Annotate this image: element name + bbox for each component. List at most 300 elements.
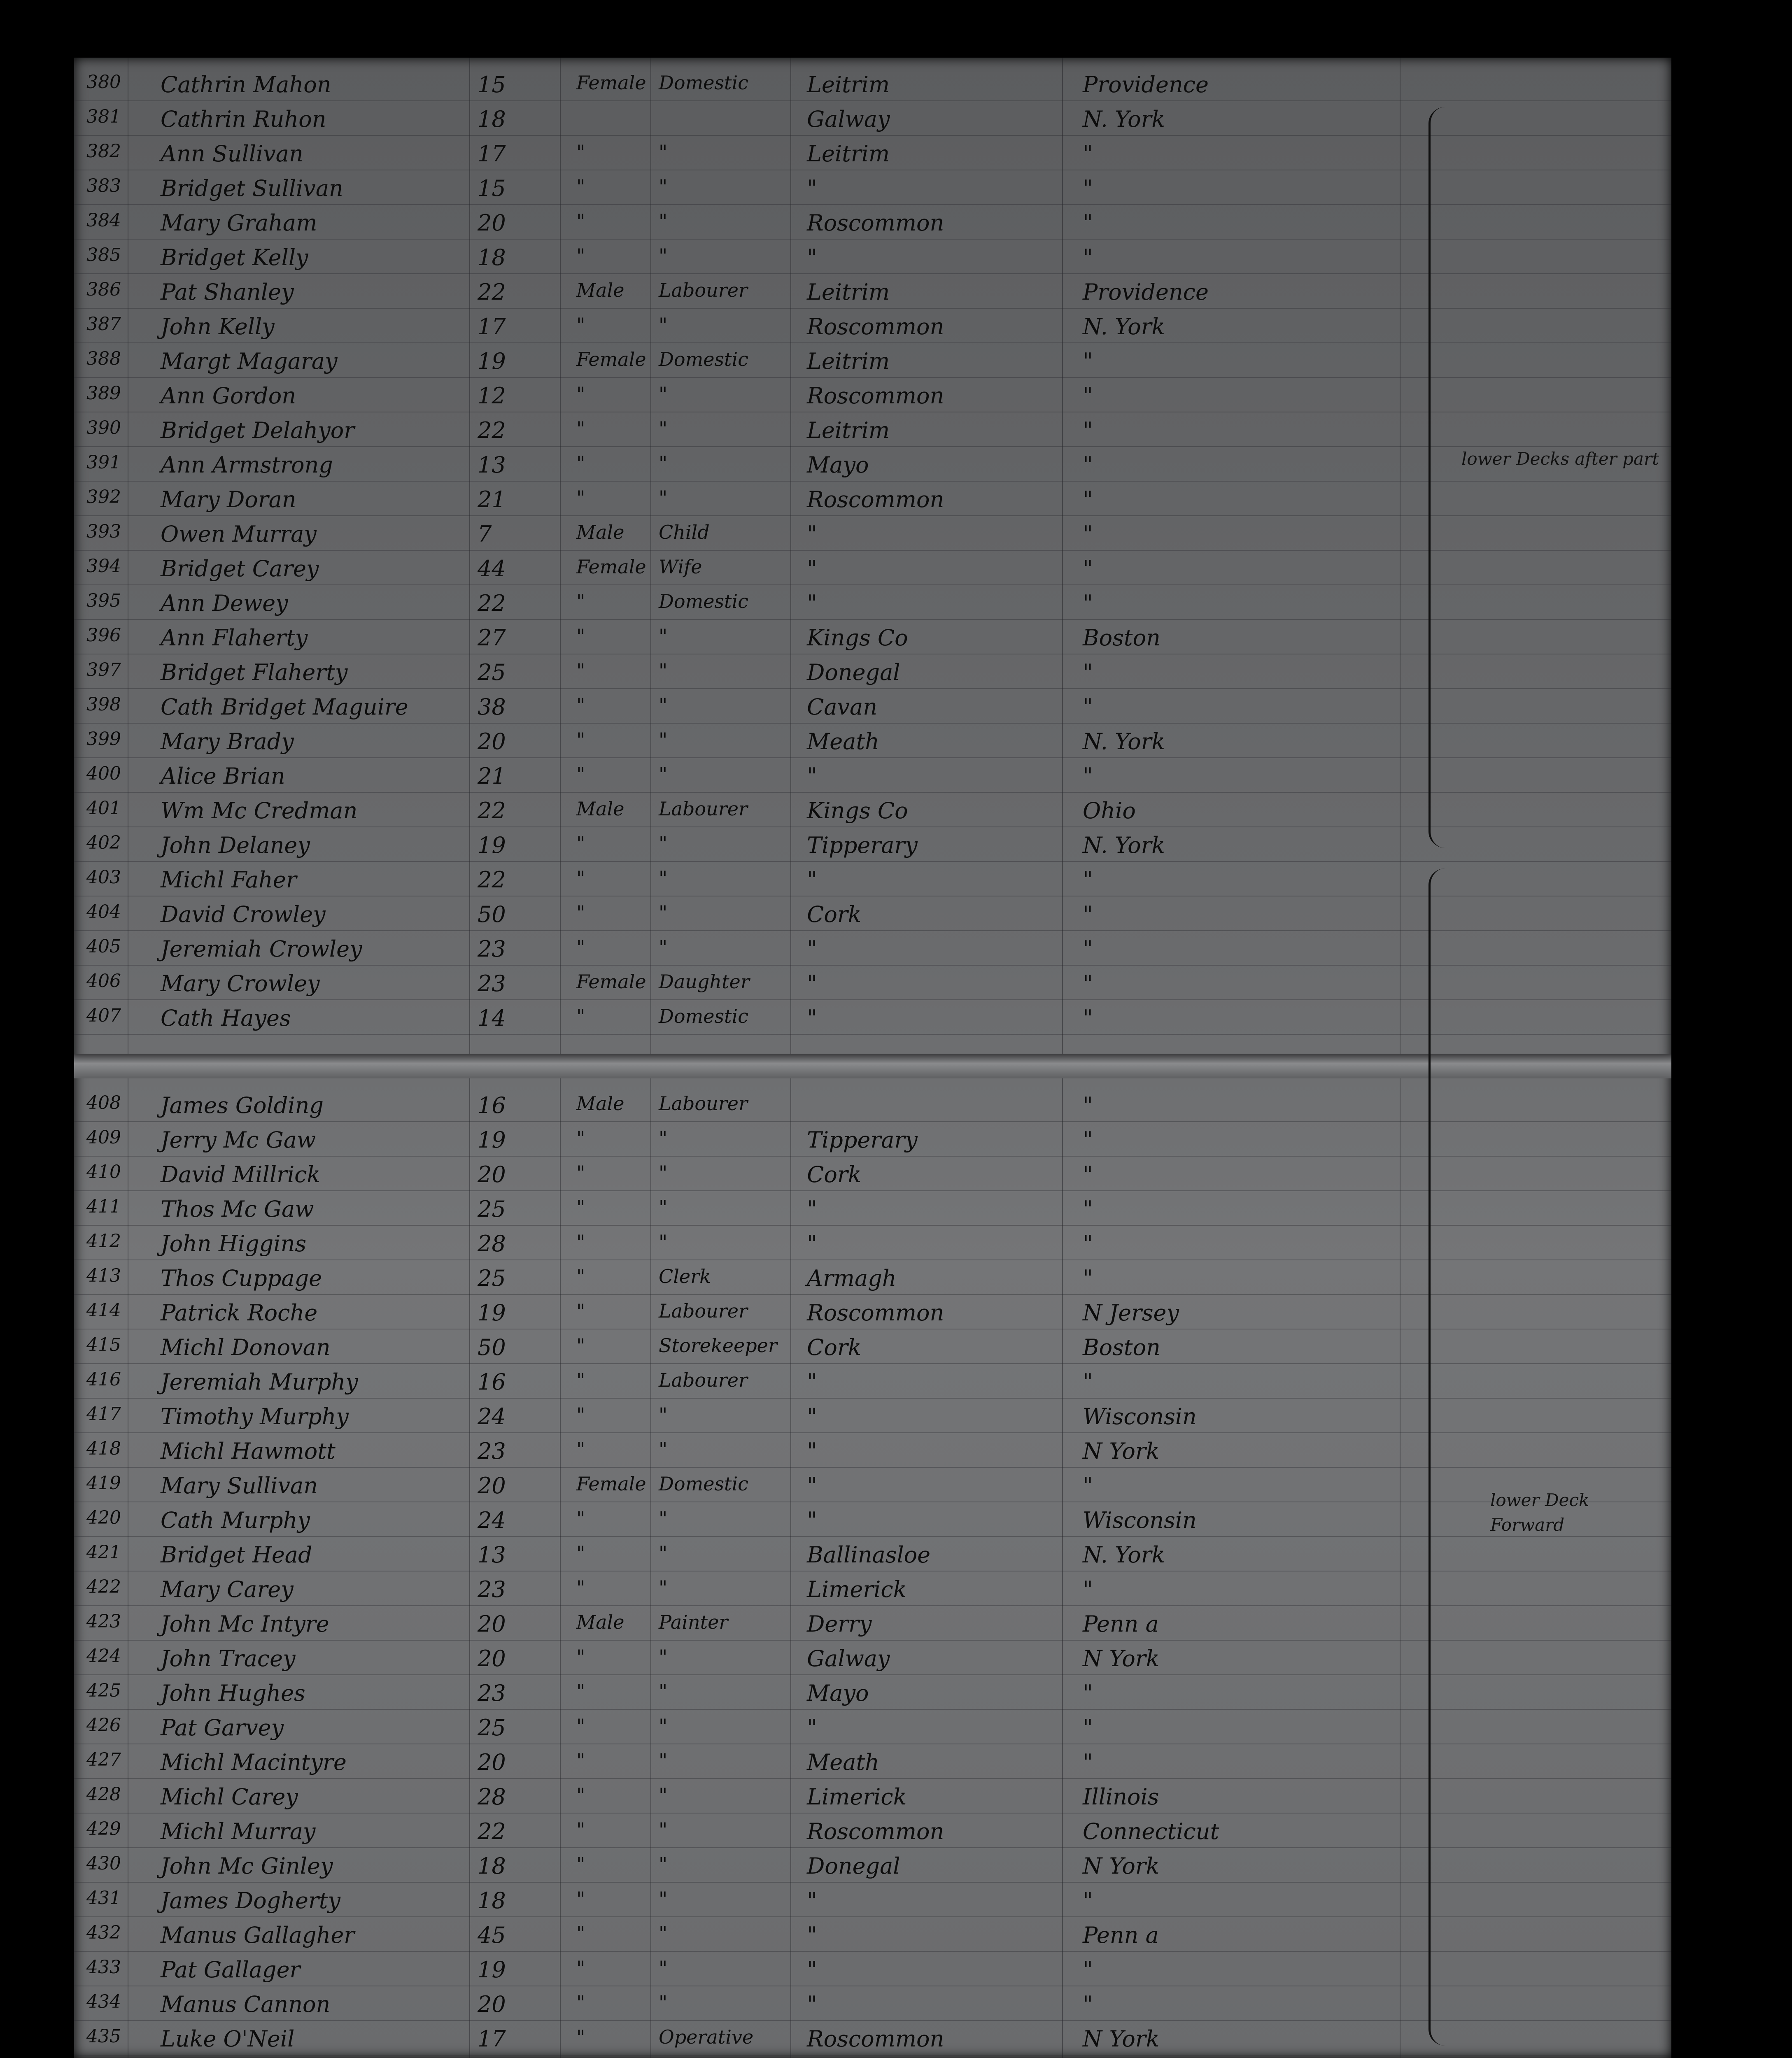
cell-county: Roscommon [807,1818,944,1844]
cell-dest: " [1083,1715,1093,1741]
cell-dest: " [1083,1162,1093,1187]
cell-occ: " [659,383,668,405]
cell-no: 419 [86,1473,121,1494]
cell-name: John Hughes [161,1680,305,1706]
cell-sex: " [576,1818,585,1841]
cell-age: 13 [478,452,506,478]
cell-sex: Female [576,971,646,993]
cell-no: 395 [86,590,121,611]
cell-county: Leitrim [807,141,890,167]
cell-sex: " [576,867,585,889]
cell-dest: " [1083,936,1093,962]
cell-name: Ann Armstrong [161,452,333,478]
cell-age: 28 [478,1784,506,1810]
cell-name: Manus Cannon [161,1991,331,2017]
cell-sex: " [576,936,585,958]
cell-sex: " [576,1922,585,1944]
cell-age: 20 [478,1991,506,2017]
cell-sex: " [576,383,585,405]
cell-occ: Labourer [659,1092,748,1115]
cell-occ: Operative [659,2026,754,2048]
cell-sex: Male [576,279,625,301]
cell-county: Galway [807,1646,890,1672]
cell-name: Michl Hawmott [161,1438,336,1464]
cell-no: 433 [86,1957,121,1978]
cell-age: 19 [478,832,506,858]
cell-no: 415 [86,1334,121,1355]
cell-name: James Golding [161,1092,324,1118]
cell-sex: " [576,694,585,716]
cell-name: Owen Murray [161,521,317,547]
cell-dest: N York [1083,1853,1160,1879]
cell-name: Thos Mc Gaw [161,1196,314,1222]
cell-occ: " [659,210,668,232]
cell-occ: Domestic [659,590,748,612]
cell-name: Mary Sullivan [161,1473,318,1499]
cell-name: Mary Graham [161,210,317,236]
cell-no: 400 [86,763,121,784]
cell-dest: " [1083,556,1093,582]
cell-occ: Labourer [659,279,748,301]
cell-sex: " [576,1507,585,1530]
cell-dest: " [1083,1265,1093,1291]
cell-dest: N. York [1083,832,1165,858]
cell-sex: " [576,1162,585,1184]
cell-age: 50 [478,901,506,927]
cell-age: 19 [478,348,506,374]
cell-age: 22 [478,798,506,824]
cell-occ: " [659,1231,668,1253]
cell-no: 425 [86,1680,121,1701]
cell-no: 407 [86,1005,121,1026]
cell-dest: N. York [1083,106,1165,132]
cell-occ: " [659,417,668,440]
cell-dest: " [1083,210,1093,236]
manifest-row [74,66,1671,101]
cell-dest: " [1083,901,1093,927]
cell-age: 25 [478,1196,506,1222]
cell-occ: Domestic [659,72,748,94]
cell-occ: " [659,1127,668,1149]
cell-dest: N. York [1083,1542,1165,1568]
cell-county: Kings Co [807,798,908,824]
cell-dest: " [1083,1473,1093,1499]
cell-sex: " [576,729,585,751]
cell-name: Manus Gallagher [161,1922,355,1948]
cell-county: " [807,1473,817,1499]
cell-occ: Storekeeper [659,1334,777,1357]
cell-county: Roscommon [807,314,944,340]
cell-age: 13 [478,1542,506,1568]
cell-county: " [807,556,817,582]
cell-age: 23 [478,1576,506,1602]
brace-upper [1428,107,1447,848]
cell-dest: N. York [1083,729,1165,754]
cell-age: 15 [478,175,506,201]
cell-name: Cath Murphy [161,1507,310,1533]
cell-name: Bridget Flaherty [161,659,348,685]
cell-dest: " [1083,694,1093,720]
cell-age: 23 [478,936,506,962]
cell-no: 380 [86,72,121,93]
cell-no: 429 [86,1818,121,1839]
cell-dest: Penn a [1083,1611,1159,1637]
cell-occ: " [659,1162,668,1184]
cell-no: 435 [86,2026,121,2047]
cell-name: James Dogherty [161,1888,341,1914]
cell-age: 20 [478,729,506,754]
cell-sex: " [576,1715,585,1737]
cell-age: 44 [478,556,506,582]
cell-occ: " [659,867,668,889]
cell-age: 20 [478,210,506,236]
cell-county: Mayo [807,1680,869,1706]
cell-age: 18 [478,106,506,132]
cell-dest: Providence [1083,72,1209,98]
cell-name: Mary Doran [161,487,296,512]
cell-age: 22 [478,279,506,305]
cell-county: " [807,1957,817,1983]
cell-sex: " [576,1300,585,1322]
cell-sex: " [576,590,585,612]
cell-county: " [807,521,817,547]
cell-age: 22 [478,590,506,616]
cell-age: 20 [478,1473,506,1499]
cell-dest: " [1083,1127,1093,1153]
cell-no: 414 [86,1300,121,1321]
cell-county: " [807,1231,817,1257]
cell-dest: " [1083,175,1093,201]
cell-dest: " [1083,1231,1093,1257]
cell-county: " [807,1404,817,1429]
cell-dest: " [1083,417,1093,443]
cell-occ: " [659,659,668,682]
cell-name: Michl Macintyre [161,1749,347,1775]
cell-no: 411 [86,1196,121,1217]
brace-lower [1428,868,1447,2046]
cell-occ: " [659,1715,668,1737]
cell-age: 19 [478,1127,506,1153]
cell-dest: Providence [1083,279,1209,305]
cell-sex: " [576,1438,585,1460]
cell-age: 17 [478,2026,506,2052]
cell-sex: " [576,1369,585,1391]
cell-sex: " [576,1576,585,1599]
cell-no: 387 [86,314,121,335]
cell-dest: " [1083,971,1093,996]
cell-age: 50 [478,1334,506,1360]
cell-dest: " [1083,867,1093,893]
cell-sex: " [576,1991,585,2014]
cell-age: 20 [478,1749,506,1775]
cell-sex: " [576,1784,585,1806]
cell-no: 417 [86,1404,121,1425]
cell-age: 19 [478,1300,506,1326]
cell-county: Cavan [807,694,877,720]
cell-occ: " [659,141,668,163]
cell-occ: " [659,1542,668,1564]
cell-dest: Boston [1083,1334,1160,1360]
cell-county: Meath [807,729,879,754]
cell-no: 431 [86,1888,121,1909]
cell-sex: " [576,1853,585,1875]
cell-age: 16 [478,1369,506,1395]
cell-occ: " [659,314,668,336]
cell-dest: " [1083,383,1093,409]
cell-name: Bridget Kelly [161,244,308,270]
cell-county: Meath [807,1749,879,1775]
cell-county: Roscommon [807,487,944,512]
manifest-page [74,58,1671,2058]
cell-county: " [807,1438,817,1464]
cell-county: Derry [807,1611,872,1637]
cell-name: Ann Dewey [161,590,288,616]
cell-sex: " [576,832,585,854]
cell-occ: " [659,763,668,785]
cell-county: " [807,1005,817,1031]
cell-name: Thos Cuppage [161,1265,322,1291]
cell-name: Michl Faher [161,867,297,893]
cell-sex: " [576,1888,585,1910]
cell-dest: " [1083,487,1093,512]
cell-no: 401 [86,798,121,819]
cell-sex: " [576,763,585,785]
cell-dest: " [1083,521,1093,547]
cell-sex: " [576,625,585,647]
cell-name: John Mc Intyre [161,1611,329,1637]
cell-no: 384 [86,210,121,231]
cell-dest: " [1083,1369,1093,1395]
cell-age: 16 [478,1092,506,1118]
cell-no: 393 [86,521,121,542]
cell-no: 385 [86,244,121,265]
cell-county: Roscommon [807,210,944,236]
cell-name: Pat Gallager [161,1957,301,1983]
cell-county: " [807,1922,817,1948]
cell-county: Donegal [807,1853,900,1879]
cell-sex: " [576,1542,585,1564]
cell-sex: Male [576,1092,625,1115]
cell-age: 19 [478,1957,506,1983]
cell-occ: Domestic [659,1473,748,1495]
cell-sex: Female [576,348,646,370]
cell-no: 428 [86,1784,121,1805]
cell-dest: " [1083,1196,1093,1222]
cell-sex: " [576,1005,585,1027]
cell-dest: Ohio [1083,798,1136,824]
cell-age: 23 [478,1680,506,1706]
cell-county: Cork [807,901,862,927]
cell-name: Timothy Murphy [161,1404,349,1429]
cell-dest: " [1083,1576,1093,1602]
cell-sex: " [576,452,585,474]
cell-age: 18 [478,1853,506,1879]
cell-sex: " [576,1334,585,1357]
cell-age: 20 [478,1162,506,1187]
cell-age: 23 [478,971,506,996]
cell-dest: " [1083,1888,1093,1914]
cell-occ: " [659,1784,668,1806]
cell-dest: N York [1083,1646,1160,1672]
cell-county: Leitrim [807,279,890,305]
cell-county: Leitrim [807,348,890,374]
cell-dest: Boston [1083,625,1160,651]
cell-no: 404 [86,901,121,922]
cell-county: " [807,175,817,201]
cell-name: Ann Sullivan [161,141,303,167]
cell-name: David Millrick [161,1162,321,1187]
cell-sex: " [576,1749,585,1772]
cell-county: " [807,590,817,616]
cell-sex: " [576,659,585,682]
cell-dest: " [1083,141,1093,167]
cell-sex: " [576,901,585,924]
cell-name: Michl Carey [161,1784,298,1810]
cell-dest: " [1083,1092,1093,1118]
cell-county: Roscommon [807,2026,944,2052]
cell-county: Cork [807,1334,862,1360]
cell-no: 382 [86,141,121,162]
cell-occ: " [659,694,668,716]
cell-age: 23 [478,1438,506,1464]
cell-county: " [807,1715,817,1741]
cell-age: 22 [478,1818,506,1844]
cell-name: Jeremiah Murphy [161,1369,358,1395]
cell-no: 434 [86,1991,121,2012]
cell-dest: Illinois [1083,1784,1159,1810]
cell-dest: " [1083,659,1093,685]
cell-no: 391 [86,452,121,473]
cell-dest: " [1083,452,1093,478]
cell-age: 18 [478,244,506,270]
cell-county: " [807,936,817,962]
cell-no: 424 [86,1646,121,1667]
cell-no: 412 [86,1231,121,1252]
cell-occ: " [659,452,668,474]
cell-no: 410 [86,1162,121,1183]
cell-occ: " [659,1991,668,2014]
cell-name: Jeremiah Crowley [161,936,362,962]
cell-no: 381 [86,106,121,127]
cell-sex: " [576,175,585,198]
cell-no: 406 [86,971,121,992]
cell-name: Alice Brian [161,763,285,789]
cell-occ: " [659,1680,668,1702]
cell-name: Bridget Head [161,1542,312,1568]
cell-dest: N York [1083,2026,1160,2052]
cell-occ: " [659,487,668,509]
cell-age: 21 [478,487,506,512]
cell-county: Leitrim [807,72,890,98]
cell-dest: N Jersey [1083,1300,1179,1326]
cell-age: 14 [478,1005,506,1031]
cell-no: 392 [86,487,121,508]
cell-name: Ann Flaherty [161,625,308,651]
cell-name: Mary Brady [161,729,294,754]
cell-name: David Crowley [161,901,326,927]
cell-name: Pat Shanley [161,279,294,305]
cell-name: Bridget Delahyor [161,417,355,443]
cell-sex: " [576,1957,585,1979]
cell-name: John Delaney [161,832,310,858]
cell-no: 386 [86,279,121,300]
cell-sex: Male [576,798,625,820]
cell-age: 25 [478,1715,506,1741]
cell-no: 432 [86,1922,121,1943]
cell-dest: " [1083,590,1093,616]
cell-no: 388 [86,348,121,369]
cell-no: 420 [86,1507,121,1528]
cell-occ: " [659,1922,668,1944]
cell-occ: " [659,901,668,924]
note-upper: lower Decks after part [1461,449,1659,469]
cell-occ: " [659,1888,668,1910]
cell-dest: " [1083,763,1093,789]
cell-name: Michl Murray [161,1818,316,1844]
cell-occ: " [659,832,668,854]
cell-occ: " [659,1749,668,1772]
cell-occ: " [659,1957,668,1979]
cell-no: 422 [86,1576,121,1597]
cell-age: 22 [478,867,506,893]
cell-dest: Connecticut [1083,1818,1219,1844]
cell-county: Galway [807,106,890,132]
cell-no: 426 [86,1715,121,1736]
cell-dest: Penn a [1083,1922,1159,1948]
cell-sex: " [576,487,585,509]
cell-county: " [807,763,817,789]
cell-age: 28 [478,1231,506,1257]
cell-county: Cork [807,1162,862,1187]
cell-occ: " [659,1818,668,1841]
cell-name: Patrick Roche [161,1300,318,1326]
cell-sex: " [576,141,585,163]
cell-age: 24 [478,1404,506,1429]
cell-county: Donegal [807,659,900,685]
cell-sex: " [576,244,585,267]
cell-dest: " [1083,244,1093,270]
cell-name: John Kelly [161,314,275,340]
cell-age: 17 [478,141,506,167]
cell-occ: Child [659,521,710,543]
cell-no: 421 [86,1542,121,1563]
cell-sex: Female [576,72,646,94]
cell-no: 427 [86,1749,121,1770]
cell-name: Cath Bridget Maguire [161,694,408,720]
cell-county: " [807,1369,817,1395]
cell-occ: " [659,729,668,751]
cell-sex: " [576,1265,585,1287]
cell-name: Wm Mc Credman [161,798,358,824]
cell-no: 413 [86,1265,121,1286]
cell-occ: Daughter [659,971,750,993]
cell-county: Mayo [807,452,869,478]
cell-sex: " [576,210,585,232]
cell-no: 402 [86,832,121,853]
cell-name: Ann Gordon [161,383,296,409]
cell-occ: " [659,1646,668,1668]
cell-occ: " [659,1853,668,1875]
cell-name: Mary Carey [161,1576,294,1602]
cell-sex: " [576,1231,585,1253]
cell-name: Margt Magaray [161,348,338,374]
cell-name: Pat Garvey [161,1715,284,1741]
cell-name: Bridget Sullivan [161,175,343,201]
cell-dest: " [1083,348,1093,374]
cell-county: Kings Co [807,625,908,651]
cell-sex: " [576,2026,585,2048]
cell-dest: N. York [1083,314,1165,340]
